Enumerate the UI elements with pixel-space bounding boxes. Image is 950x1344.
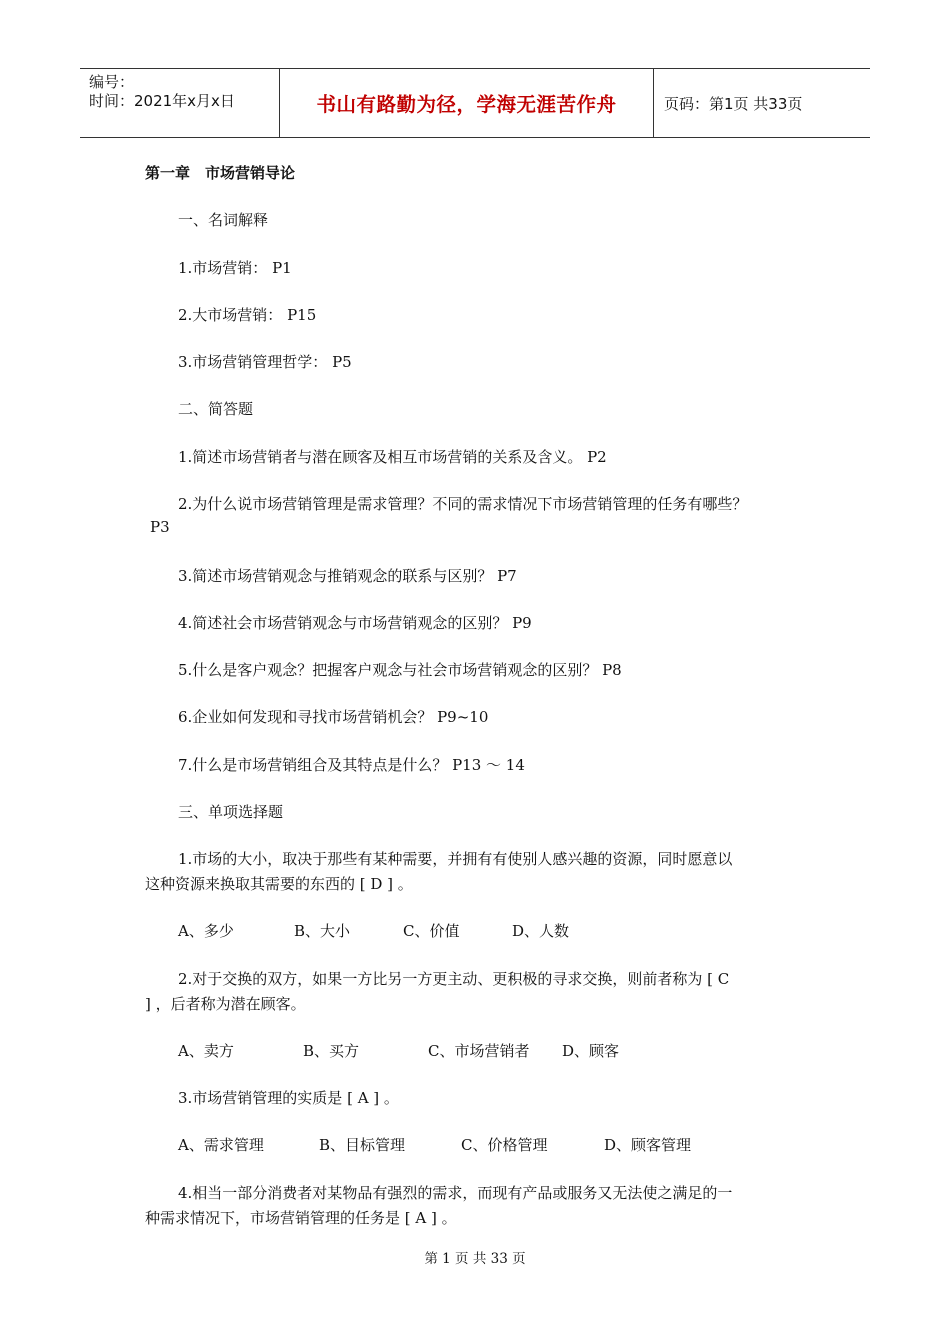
list-item: 6.企业如何发现和寻找市场营销机会？ P9~10 — [178, 708, 489, 726]
section-heading: 一、名词解释 — [178, 211, 269, 229]
list-item: 7.什么是市场营销组合及其特点是什么？ P13 ～ 14 — [178, 756, 525, 774]
page-label: 页码：第1页 共33页 — [664, 94, 803, 113]
option: C、价值 — [403, 922, 460, 940]
list-item: 1.简述市场营销者与潜在顾客及相互市场营销的关系及含义。 P2 — [178, 448, 607, 466]
option: B、买方 — [303, 1042, 360, 1060]
page-footer: 第 1 页 共 33 页 — [424, 1251, 526, 1267]
option: B、目标管理 — [319, 1136, 406, 1154]
option: D、人数 — [512, 922, 570, 940]
option: A、需求管理 — [178, 1136, 264, 1154]
option: D、顾客 — [562, 1042, 620, 1060]
question-text: 3.市场营销管理的实质是 [ A ] 。 — [178, 1089, 399, 1107]
number-label: 编号： — [89, 73, 135, 91]
list-item: 3.市场营销管理哲学： P5 — [178, 353, 352, 371]
motto: 书山有路勤为径，学海无涯苦作舟 — [316, 93, 617, 116]
question-text: 4.相当一部分消费者对某物品有强烈的需求，而现有产品或服务又无法使之满足的一 — [178, 1184, 733, 1202]
list-item: 4.简述社会市场营销观念与市场营销观念的区别？ P9 — [178, 614, 532, 632]
question-text: 2.对于交换的双方，如果一方比另一方更主动、更积极的寻求交换，则前者称为 [ C — [178, 970, 730, 988]
question-text: 这种资源来换取其需要的东西的 [ D ] 。 — [145, 875, 413, 893]
list-item: 3.简述市场营销观念与推销观念的联系与区别？ P7 — [178, 567, 517, 585]
list-item: 1.市场营销： P1 — [178, 259, 292, 277]
section-heading: 三、单项选择题 — [178, 803, 284, 821]
document-header — [80, 68, 870, 138]
header-motto-cell — [280, 69, 654, 137]
option: D、顾客管理 — [604, 1136, 692, 1154]
option: C、市场营销者 — [428, 1042, 530, 1060]
list-item: 2.为什么说市场营销管理是需求管理？不同的需求情况下市场营销管理的任务有哪些？ — [178, 495, 748, 513]
header-page-cell — [654, 69, 870, 137]
list-item: 2.大市场营销： P15 — [178, 306, 317, 324]
header-meta-cell — [80, 69, 280, 137]
question-text: 1.市场的大小，取决于那些有某种需要，并拥有有使别人感兴趣的资源，同时愿意以 — [178, 850, 733, 868]
question-text: 种需求情况下，市场营销管理的任务是 [ A ] 。 — [145, 1209, 457, 1227]
option: B、大小 — [294, 922, 351, 940]
question-text: ] ，后者称为潜在顾客。 — [145, 995, 306, 1013]
option: A、多少 — [178, 922, 234, 940]
list-item: 5.什么是客户观念？把握客户观念与社会市场营销观念的区别？ P8 — [178, 661, 622, 679]
section-heading: 二、简答题 — [178, 400, 254, 418]
list-item-continuation: P3 — [150, 518, 170, 536]
option: C、价格管理 — [461, 1136, 548, 1154]
time-label: 时间：2021年x月x日 — [89, 92, 235, 110]
option: A、卖方 — [178, 1042, 234, 1060]
chapter-title: 第一章 市场营销导论 — [145, 164, 296, 182]
